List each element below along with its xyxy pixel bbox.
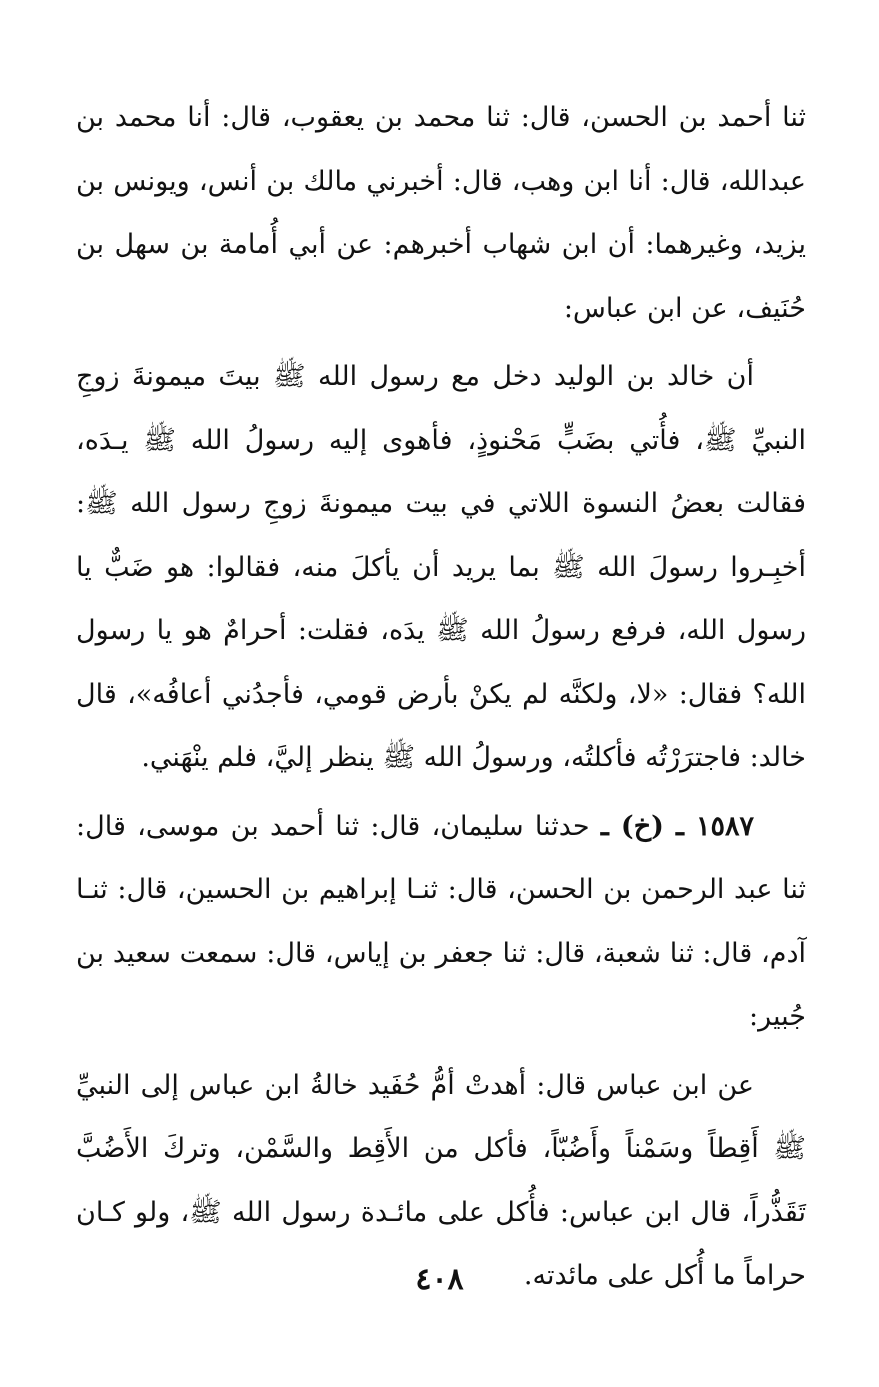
page-number: ٤٠٨ bbox=[415, 1262, 464, 1297]
hadith-text-paragraph-1: أن خالد بن الوليد دخل مع رسول الله ﷺ بيتَ ميمونةَ زوجِ النبيِّ ﷺ، فأُتي بضَبٍّ مَحْنوذٍ، فأهوى إليه رسولُ الله ﷺ يـدَه، فقالت بعضُ النسوة اللاتي في بيت ميمونةَ زوجِ رسول الله ﷺ: أخبِـروا رسولَ الله ﷺ بما يريد أن يأكلَ منه، فقالوا: هو ضَبٌّ يا رسول الله، فرفع رسولُ الله ﷺ يدَه، فقلت: أحرامٌ هو يا رسول الله؟ فقال: «لا، ولكنَّه لم يكنْ بأرض قومي، فأجدُني أعافُه»، قال خالد: فاجترَرْتُه فأكلتُه، ورسولُ الله ﷺ ينظر إليَّ، فلم ينْهَني. bbox=[76, 361, 806, 773]
isnad-paragraph-2 bbox=[76, 795, 806, 1049]
page-body bbox=[76, 86, 806, 1308]
hadith-number: ١٥٨٧ ـ (خ) ـ bbox=[600, 810, 755, 842]
isnad-paragraph-2-text: حدثنا سليمان، قال: ثنا أحمد بن موسى، قال: ثنا عبد الرحمن بن الحسن، قال: ثنـا إبراهيم بن الحسين، قال: ثنـا آدم، قال: ثنا شعبة، قال: ثنا جعفر بن إياس، قال: سمعت سعيد بن جُبير: bbox=[76, 810, 806, 1032]
isnad-paragraph-1: ثنا أحمد بن الحسن، قال: ثنا محمد بن يعقوب، قال: أنا محمد بن عبدالله، قال: أنا ابن وهب، قال: أخبرني مالك بن أنس، ويونس بن يزيد، وغيرهما: أن ابن شهاب أخبرهم: عن أبي أُمامة بن سهل بن حُنَيف، عن ابن عباس: bbox=[76, 102, 806, 324]
hadith-text-paragraph-2: عن ابن عباس قال: أهدتْ أمُّ حُفَيد خالةُ ابن عباس إلى النبيِّ ﷺ أَقِطاً وسَمْناً وأَضُبّاً، فأكل من الأَقِط والسَّمْن، وتركَ الأَضُبَّ تَقَذُّراً، قال ابن عباس: فأُكل على مائـدة رسول الله ﷺ، ولو كـان حراماً ما أُكل على مائدته. bbox=[76, 1069, 806, 1291]
